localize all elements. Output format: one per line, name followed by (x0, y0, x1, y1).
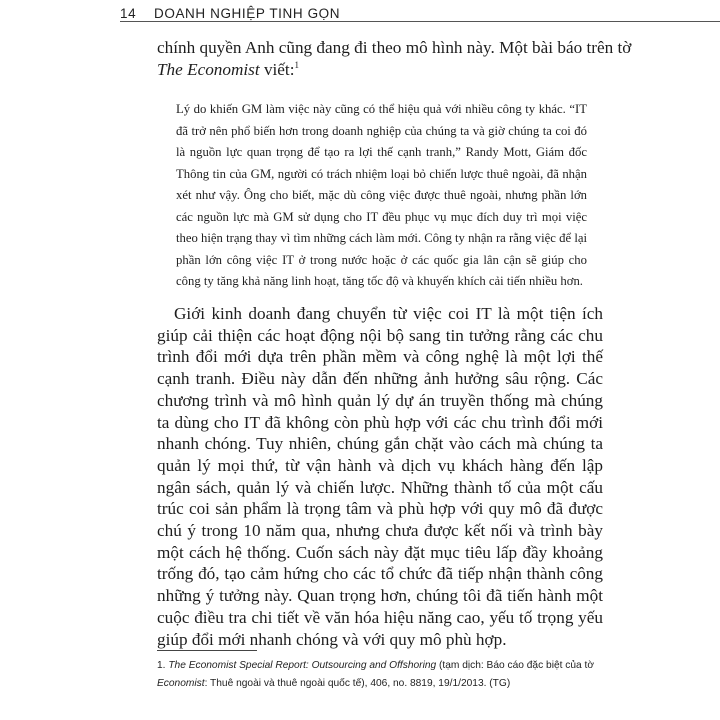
footnote-report-title: The Economist Special Report: Outsourcing and Offshoring (168, 660, 437, 671)
intro-line-2 (157, 59, 603, 81)
main-paragraph: Giới kinh doanh đang chuyển từ việc coi IT là một tiện ích giúp cải thiện các hoạt động nội bộ sang tin tưởng rằng các chu trình đổi mới dựa trên phần mềm và công nghệ là một lợi thế cạnh tranh. Điều này dẫn đến những ảnh hưởng sâu rộng. Các chương trình và mô hình quản lý dự án truyền thống mà chúng ta dùng cho IT đã không còn phù hợp với các chu trình đổi mới nhanh chóng. Tuy nhiên, chúng gắn chặt vào cách mà chúng ta quản lý mọi thứ, từ vận hành và dịch vụ khách hàng đến lập ngân sách, quản lý và chiến lược. Những thành tố của một cấu trúc coi sản phẩm là trọng tâm và phù hợp với quy mô đã được chú ý trong 10 năm qua, nhưng chưa được kết nối và trình bày một cách hệ thống. Cuốn sách này đặt mục tiêu lấp đầy khoảng trống đó, tạo cảm hứng cho các tổ chức đã tiếp nhận thành công những ý tưởng này. Quan trọng hơn, chúng tôi đã tiến hành một cuộc điều tra chi tiết về văn hóa hiệu năng cao, yếu tố trọng yếu giúp đổi mới nhanh chóng và với quy mô phù hợp. (157, 304, 603, 649)
footnote-number: 1. (157, 660, 169, 671)
page-number: 14 (120, 6, 137, 21)
footnote (157, 657, 597, 692)
intro-line-2-rest: viết: (259, 59, 295, 79)
footnote-marker[interactable]: 1 (294, 59, 299, 70)
header-rule (120, 21, 720, 22)
intro-line-1: chính quyền Anh cũng đang đi theo mô hình này. Một bài báo trên tờ (157, 38, 632, 57)
footnote-translation-start: (tạm dịch: Báo cáo đặc biệt của tờ (436, 660, 595, 671)
page-header (120, 6, 340, 21)
footnote-citation-rest: : Thuê ngoài và thuê ngoài quốc tế), 406, no. 8819, 19/1/2013. (TG) (204, 677, 511, 689)
footnote-rule (157, 650, 257, 651)
block-quote: Lý do khiến GM làm việc này cũng có thể hiệu quả với nhiều công ty khác. “IT đã trở nên phổ biến hơn trong doanh nghiệp của chúng ta và giờ chúng ta coi đó là nguồn lực quan trọng để tạo ra lợi thế cạnh tranh,” Randy Mott, Giám đốc Thông tin của GM, người có trách nhiệm loại bỏ chiến lược thuê ngoài, đã nhận xét như vậy. Ông cho biết, mặc dù công việc được thuê ngoài, nhưng phần lớn các nguồn lực mà GM sử dụng cho IT đều phục vụ mục đích duy trì mọi việc theo hiện trạng thay vì tìm những cách làm mới. Công ty nhận ra rằng việc để lại phần lớn công việc IT ở trong nước hoặc ở các quốc gia lân cận sẽ giúp cho công ty tăng khả năng linh hoạt, tăng tốc độ và khuyến khích cải tiến nhiều hơn. (176, 102, 587, 288)
running-title: DOANH NGHIỆP TINH GỌN (154, 6, 341, 21)
intro-paragraph (157, 37, 632, 80)
footnote-publication: Economist (157, 677, 205, 689)
publication-name: The Economist (157, 59, 260, 79)
